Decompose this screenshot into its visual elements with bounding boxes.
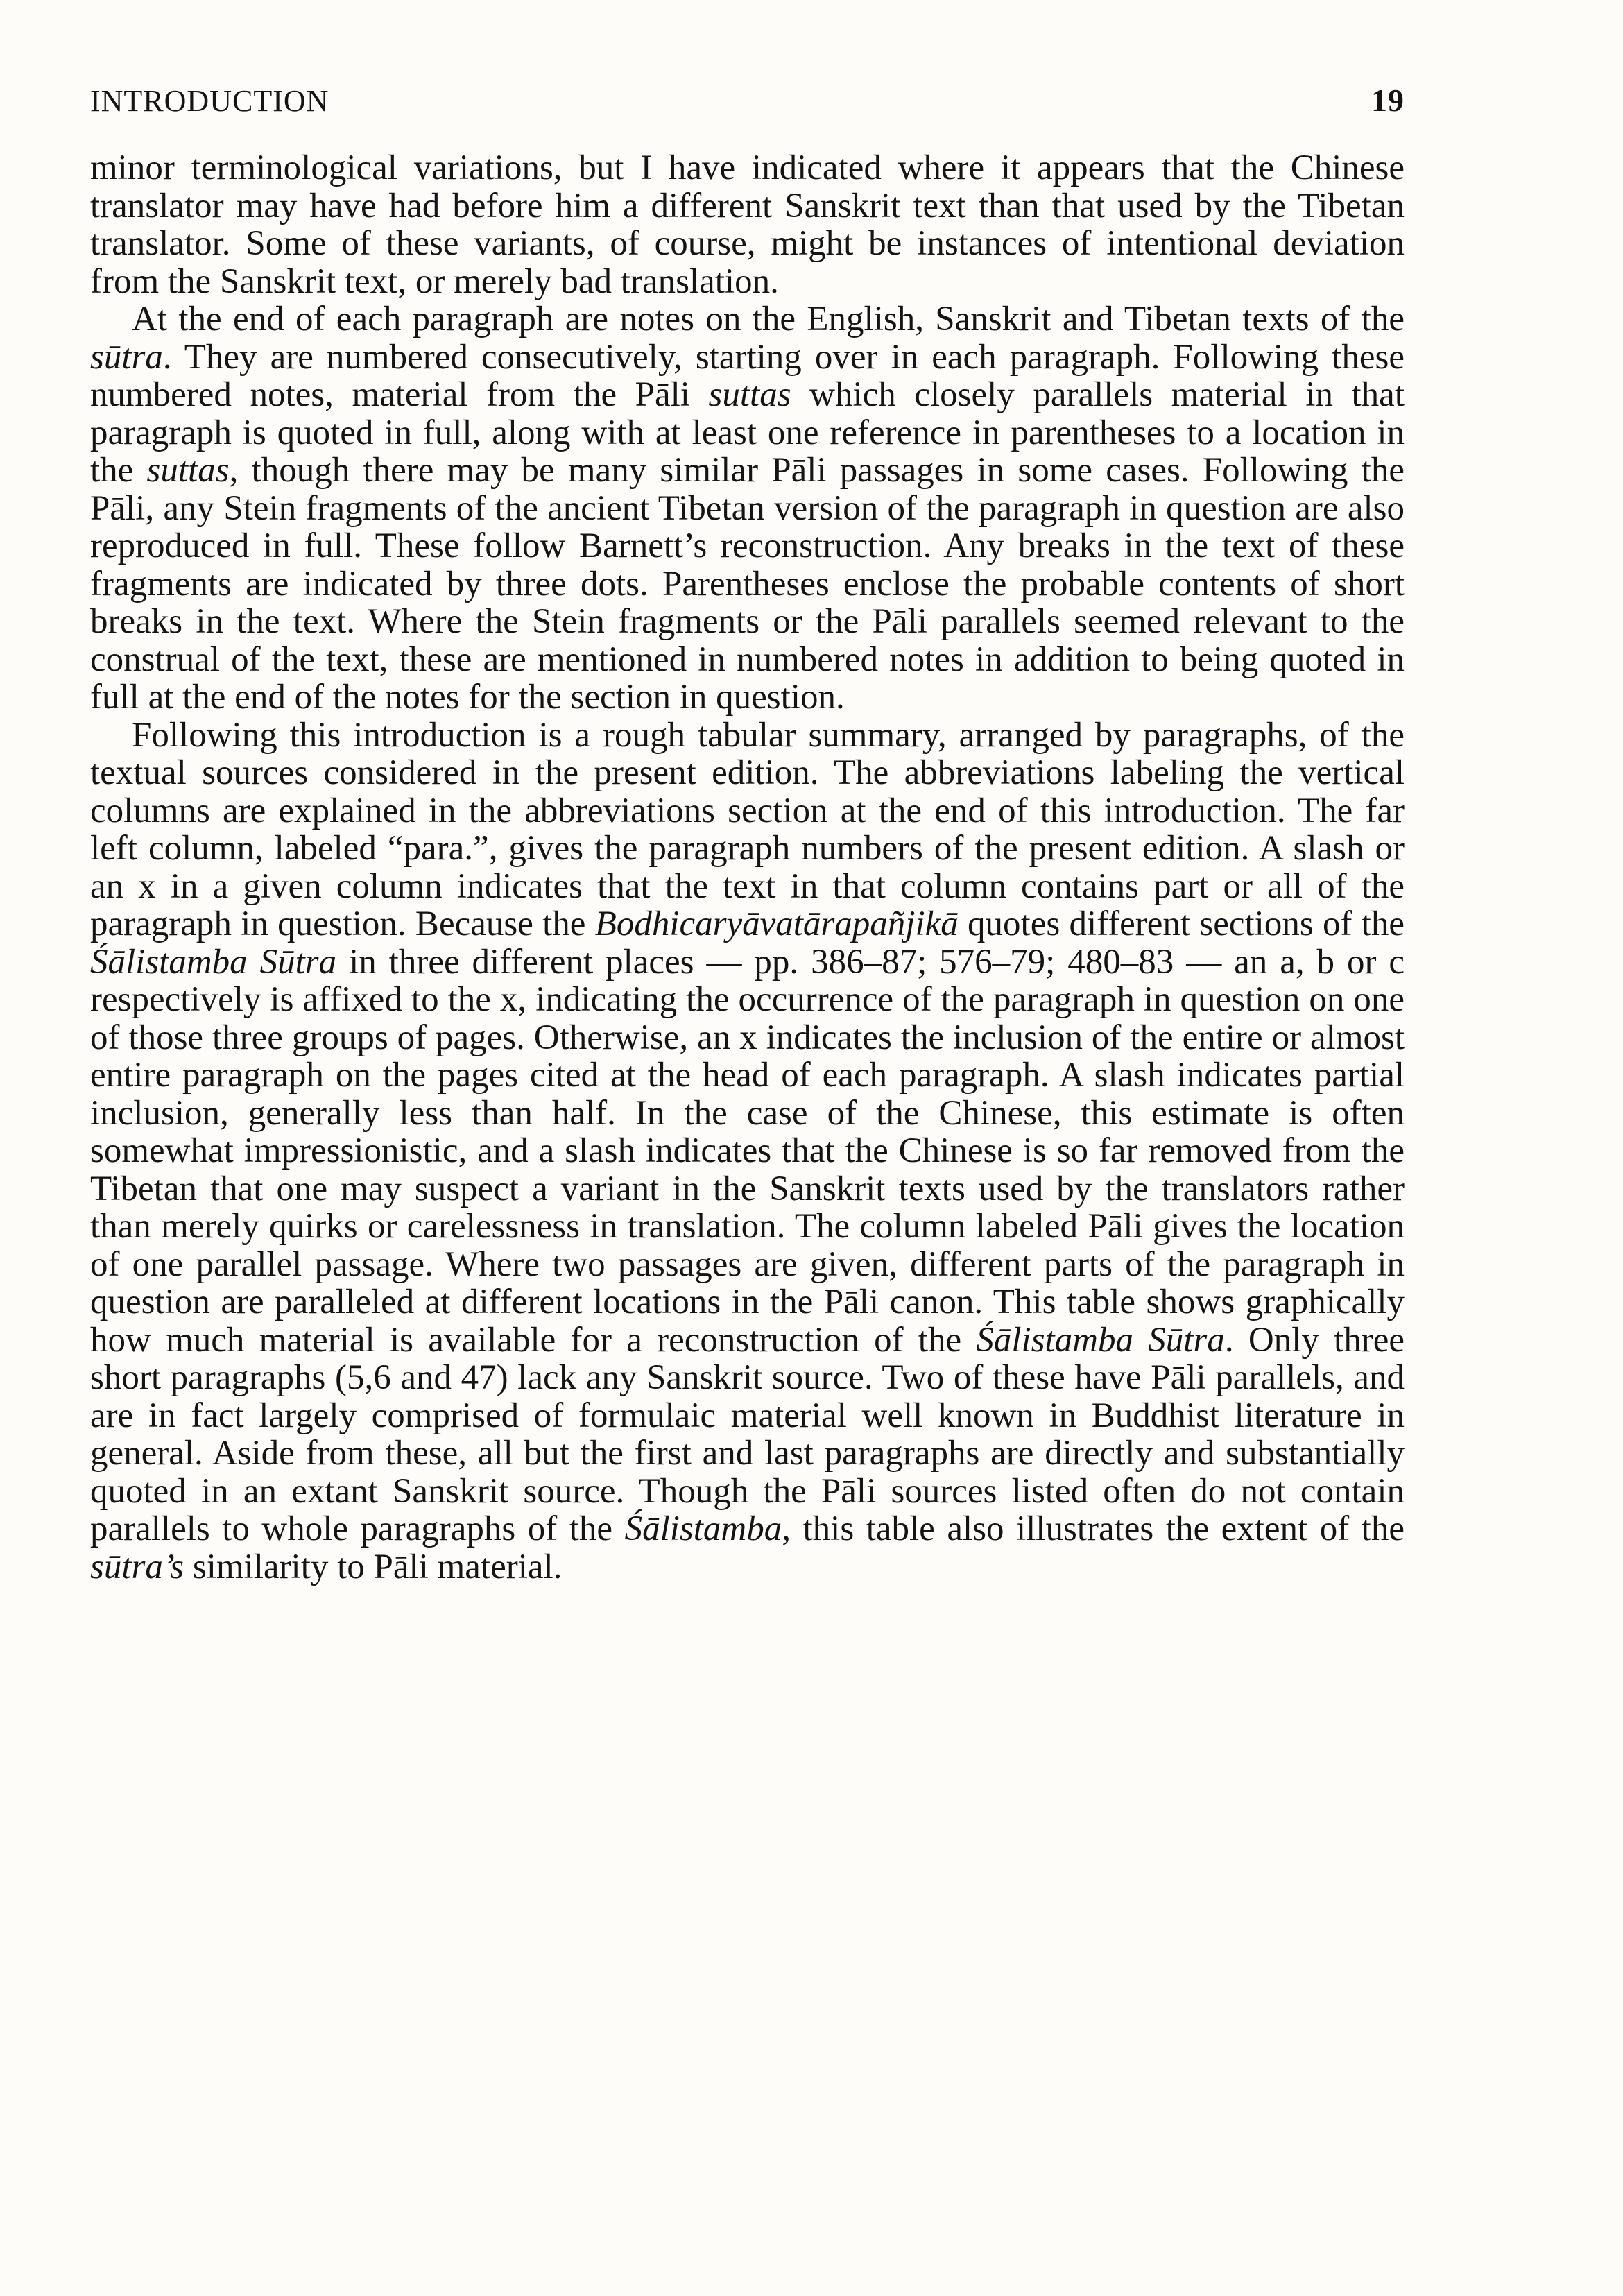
italic-term: sūtra’s (90, 1547, 184, 1586)
page-number: 19 (1371, 83, 1405, 118)
italic-term: Śālistamba (624, 1509, 782, 1548)
running-header (90, 82, 1405, 119)
text-run: in three different places — pp. 386–87; 576–79; 480–83 — an a, b or c respectively is affixed to the x, indicating the occurrence of the paragraph in question on one of those three groups of pages. Otherwise, an x indicates the inclusion of the entire or almost entire paragraph on the pages cited at the head of each paragraph. A slash indicates partial inclusion, generally less than half. In the case of the Chinese, this estimate is often somewhat impressionistic, and a slash indicates that the Chinese is so far removed from the Tibetan that one may suspect a variant in the Sanskrit texts used by the translators rather than merely quirks or carelessness in translation. The column labeled Pāli gives the location of one parallel passage. Where two passages are given, different parts of the paragraph in question are paralleled at different locations in the Pāli canon. This table shows graphically how much material is available for a reconstruction of the (90, 942, 1405, 1360)
italic-term: suttas (708, 375, 791, 414)
text-run: minor terminological variations, but I have indicated where it appears that the Chinese translator may have had before him a different Sanskrit text than that used by the Tibetan translator. Some of these variants, of course, might be instances of intentional deviation from the Sanskrit text, or merely bad translation. (90, 148, 1405, 301)
italic-term: Śālistamba Sūtra (976, 1320, 1225, 1360)
running-head-title: INTRODUCTION (90, 84, 329, 118)
text-run: At the end of each paragraph are notes on the English, Sanskrit and Tibetan texts of the (132, 300, 1405, 339)
paragraph-continued (90, 149, 1405, 300)
italic-term: sūtra (90, 337, 163, 377)
text-run: . They are numbered consecutively, starting over in each paragraph. Following these numbered notes, material from the Pāli (90, 337, 1405, 414)
text-run: , this table also illustrates the extent of the (782, 1509, 1405, 1548)
text-run: , though there may be many similar Pāli passages in some cases. Following the Pāli, any Stein fragments of the ancient Tibetan version of the paragraph in question are also reproduced in full. These follow Barnett’s reconstruction. Any breaks in the text of these fragments are indicated by three dots. Parentheses enclose the probable contents of short breaks in the text. Where the Stein fragments or the Pāli parallels seemed relevant to the construal of the text, these are mentioned in numbered notes in addition to being quoted in full at the end of the notes for the section in question. (90, 451, 1405, 717)
text-run: Following this introduction is a rough tabular summary, arranged by paragraphs, of the textual sources considered in the present edition. The abbreviations labeling the vertical columns are explained in the abbreviations section at the end of this introduction. The far left column, labeled “para.”, gives the paragraph numbers of the present edition. A slash or an x in a given column indicates that the text in that column contains part or all of the paragraph in question. Because the (90, 715, 1405, 943)
book-page (90, 82, 1405, 1586)
italic-term: Bodhicaryāvatārapañjikā (594, 905, 959, 943)
text-run: . Only three short paragraphs (5,6 and 47) lack any Sanskrit source. Two of these have Pāli parallels, and are in fact largely comprised of formulaic material well known in Buddhist literature in general. Aside from these, all but the first and last paragraphs are directly and substantially quoted in an extant Sanskrit source. Though the Pāli sources listed often do not contain parallels to whole paragraphs of the (90, 1320, 1405, 1548)
text-run: quotes different sections of the (958, 905, 1405, 943)
paragraph-table-description (90, 717, 1405, 1586)
italic-term: Śālistamba Sūtra (90, 942, 337, 982)
text-run: which closely parallels material in that paragraph is quoted in full, along with at least one reference in parentheses to a location in the (90, 375, 1405, 490)
text-run: similarity to Pāli material. (184, 1547, 563, 1586)
italic-term: suttas (146, 451, 230, 490)
paragraph-notes-description (90, 300, 1405, 717)
